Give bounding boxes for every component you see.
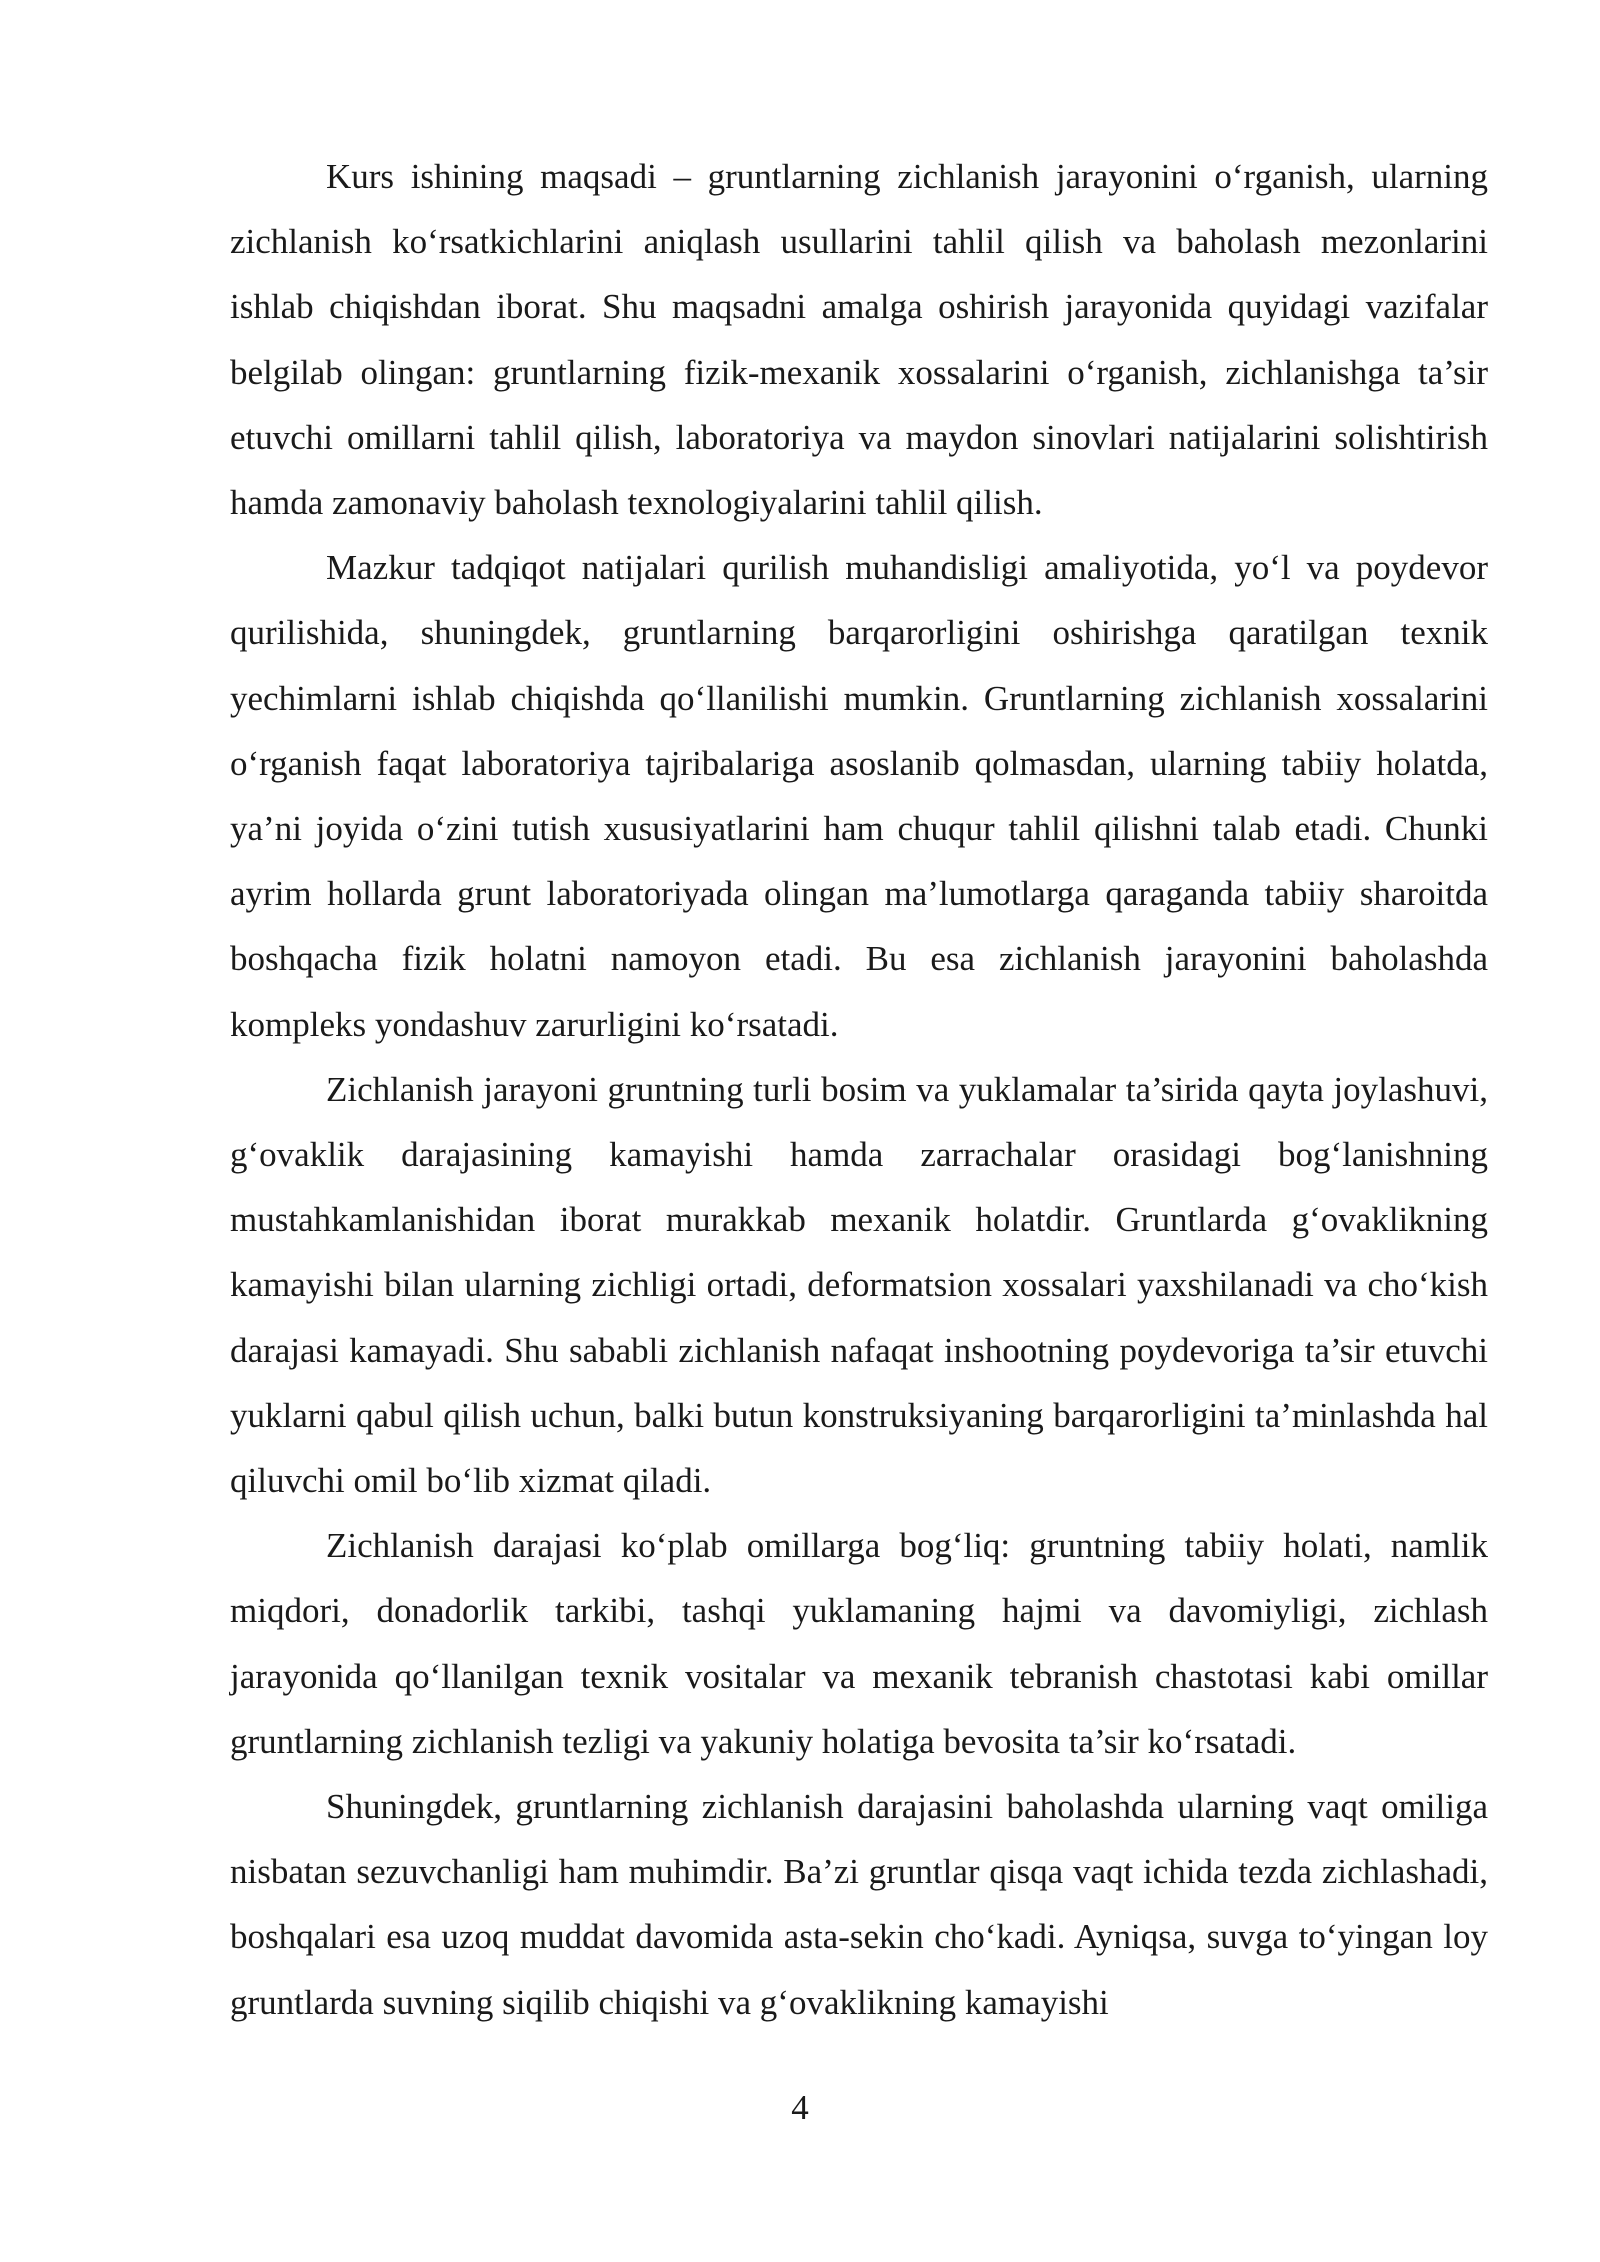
paragraph-3: Zichlanish jarayoni gruntning turli bosim va yuklamalar ta’sirida qayta joylashuvi, g‘ovaklik darajasining kamayishi hamda zarrachalar orasidagi bog‘lanishning mustahkamlanishidan iborat murakkab mexanik holatdir. Gruntlarda g‘ovaklikning kamayishi bilan ularning zichligi ortadi, deformatsion xossalari yaxshilanadi va cho‘kish darajasi kamayadi. Shu sababli zichlanish nafaqat inshootning poydevoriga ta’sir etuvchi yuklarni qabul qilish uchun, balki butun konstruksiyaning barqarorligini ta’minlashda hal qiluvchi omil bo‘lib xizmat qiladi.	[230, 1069, 1488, 1501]
page-number: 4	[791, 2088, 809, 2127]
paragraph-1: Kurs ishining maqsadi – gruntlarning zichlanish jarayonini o‘rganish, ularning zichlanish ko‘rsatkichlarini aniqlash usullarini tahlil qilish va baholash mezonlarini ishlab chiqishdan iborat. Shu maqsadni amalga oshirish jarayonida quyidagi vazifalar belgilab olingan: gruntlarning fizik-mexanik xossalarini o‘rganish, zichlanishga ta’sir etuvchi omillarni tahlil qilish, laboratoriya va maydon sinovlari natijalarini solishtirish hamda zamonaviy baholash texnologiyalarini tahlil qilish.	[230, 157, 1488, 523]
paragraph-5: Shuningdek, gruntlarning zichlanish darajasini baholashda ularning vaqt omiliga nisbatan sezuvchanligi ham muhimdir. Ba’zi gruntlar qisqa vaqt ichida tezda zichlashadi, boshqalari esa uzoq muddat davomida asta-sekin cho‘kadi. Ayniqsa, suvga to‘yingan loy gruntlarda suvning siqilib chiqishi va g‘ovaklikning kamayishi	[230, 1787, 1488, 2022]
paragraph-4: Zichlanish darajasi ko‘plab omillarga bog‘liq: gruntning tabiiy holati, namlik miqdori, donadorlik tarkibi, tashqi yuklamaning hajmi va davomiyligi, zichlash jarayonida qo‘llanilgan texnik vositalar va mexanik tebranish chastotasi kabi omillar gruntlarning zichlanish tezligi va yakuniy holatiga bevosita ta’sir ko‘rsatadi.	[230, 1526, 1488, 1761]
paragraph-2: Mazkur tadqiqot natijalari qurilish muhandisligi amaliyotida, yo‘l va poydevor qurilishida, shuningdek, gruntlarning barqarorligini oshirishga qaratilgan texnik yechimlarni ishlab chiqishda qo‘llanilishi mumkin. Gruntlarning zichlanish xossalarini o‘rganish faqat laboratoriya tajribalariga asoslanib qolmasdan, ularning tabiiy holatda, ya’ni joyida o‘zini tutish xususiyatlarini ham chuqur tahlil qilishni talab etadi. Chunki ayrim hollarda grunt laboratoriyada olingan ma’lumotlarga qaraganda tabiiy sharoitda boshqacha fizik holatni namoyon etadi. Bu esa zichlanish jarayonini baholashda kompleks yondashuv zarurligini ko‘rsatadi.	[230, 548, 1488, 1044]
page-body	[230, 144, 1488, 2035]
